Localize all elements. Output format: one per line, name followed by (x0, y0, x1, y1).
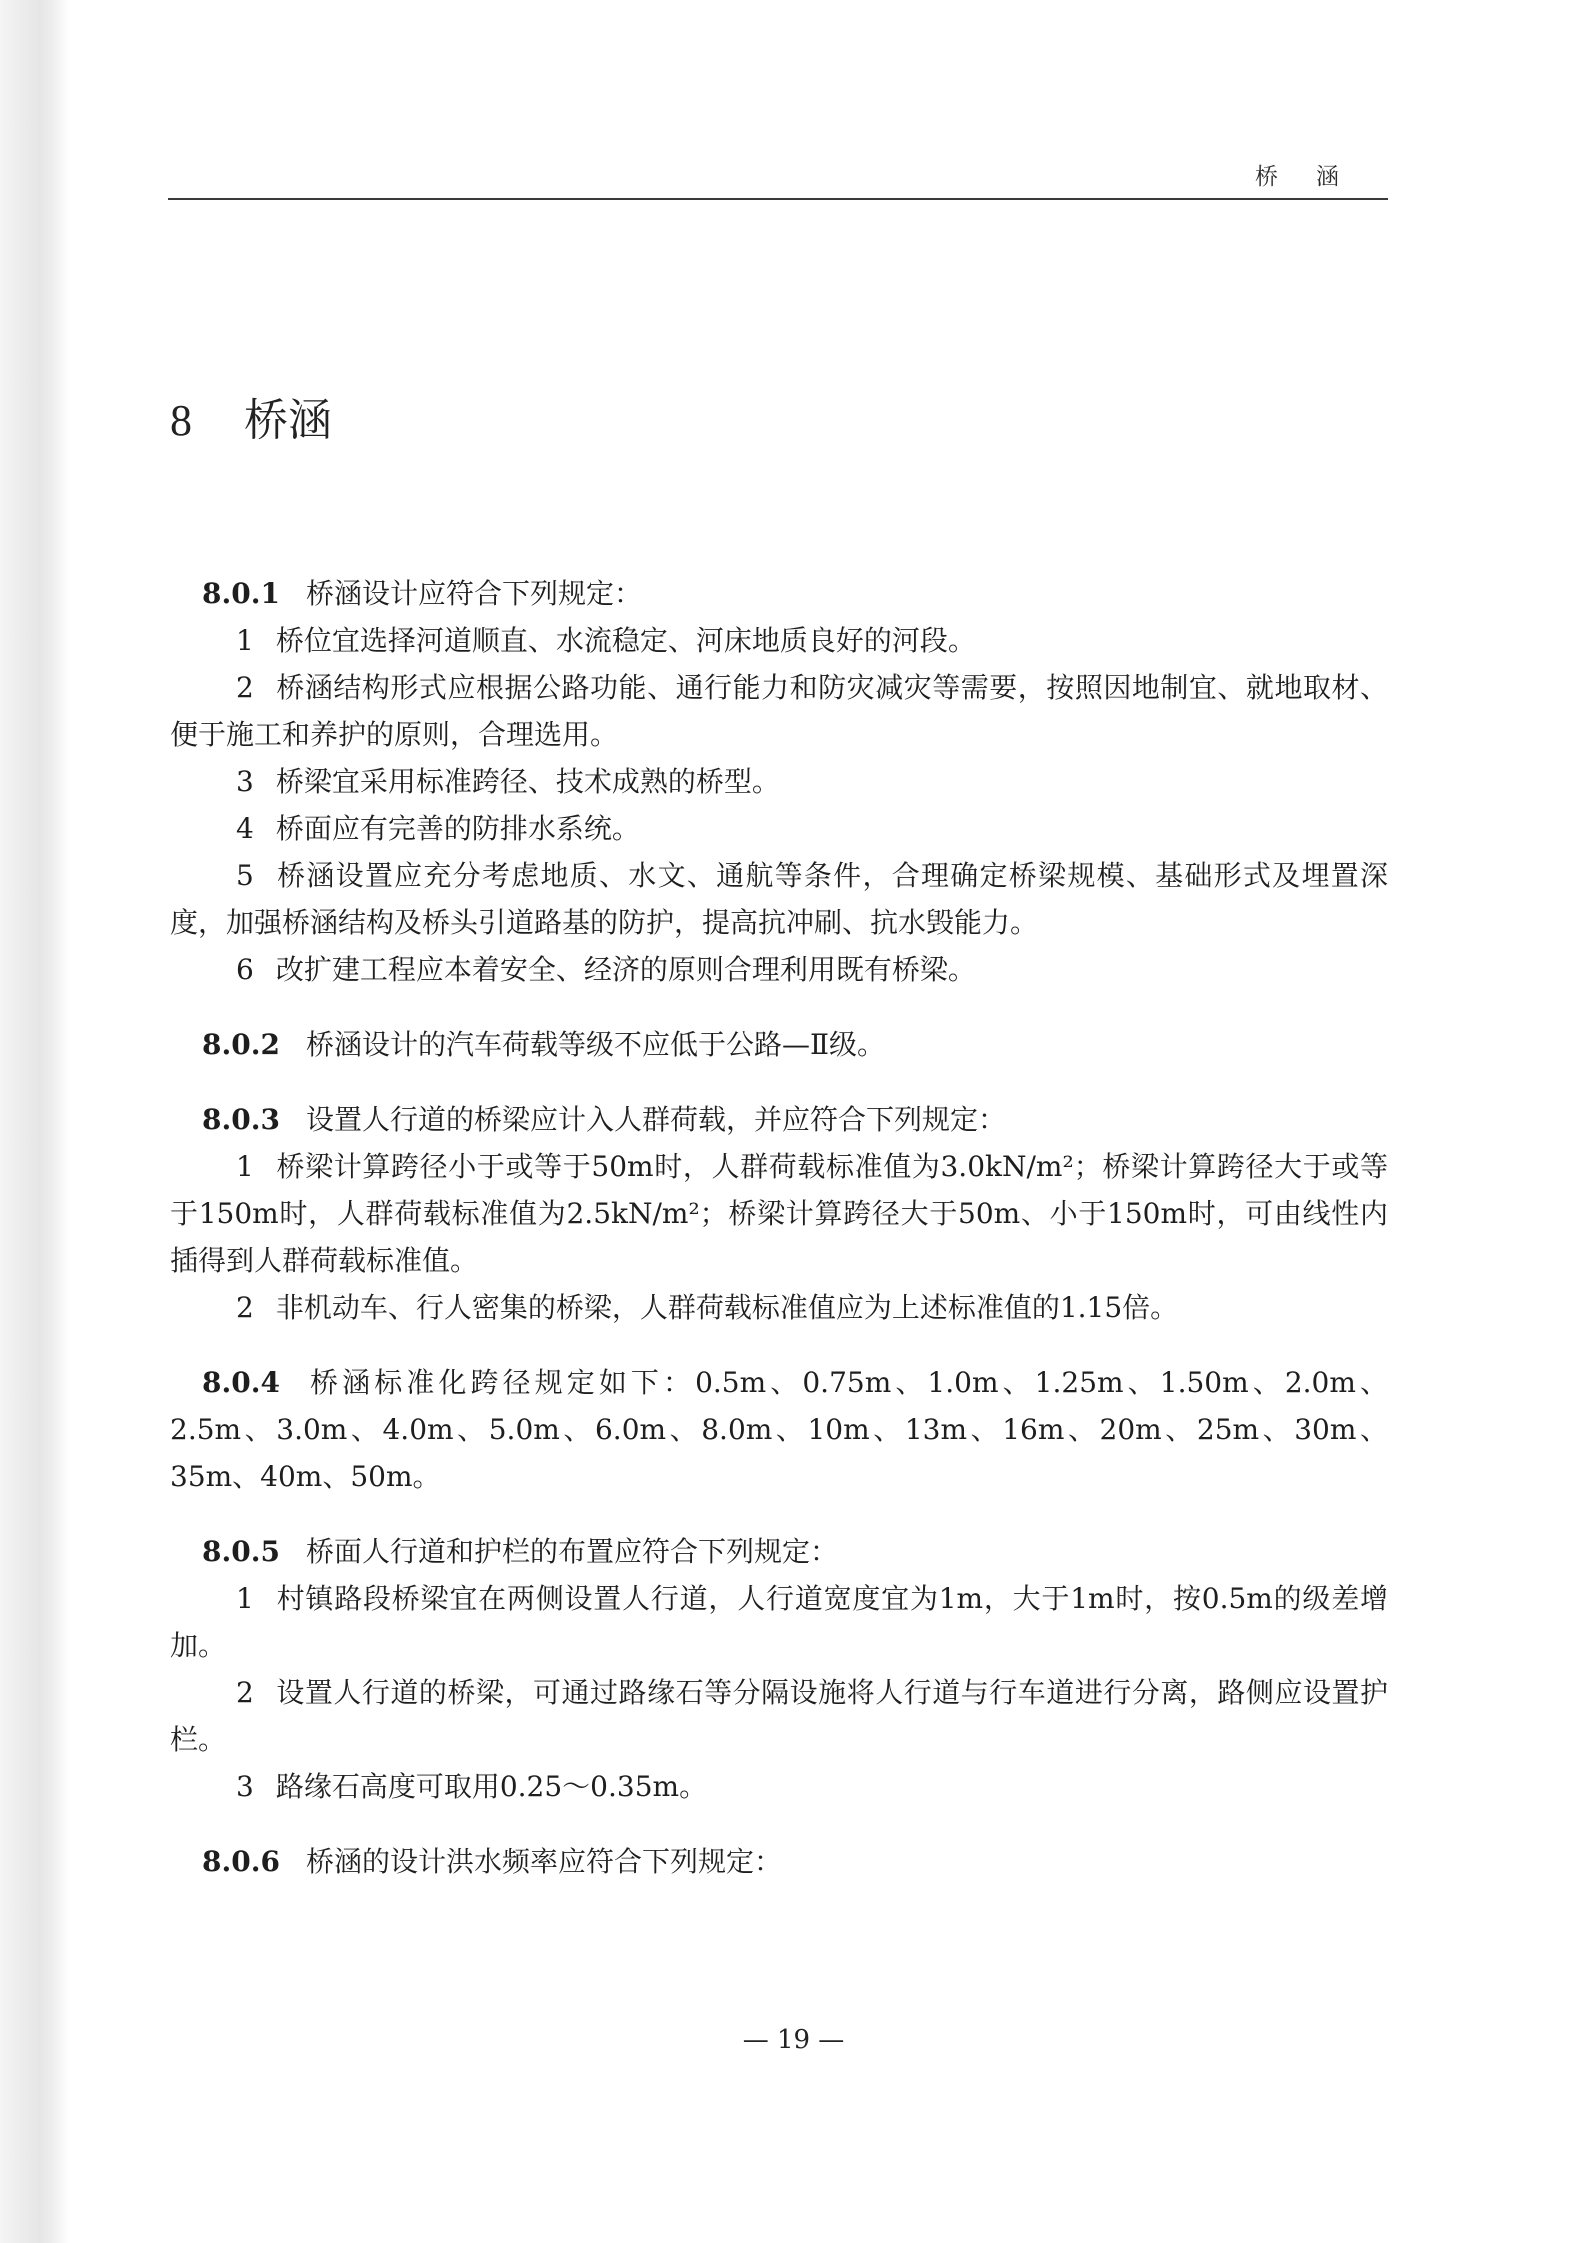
section-8-0-4 (170, 1359, 1388, 1500)
list-item (170, 852, 1388, 946)
running-header: 桥涵 (1255, 164, 1377, 190)
item-number: 2 (236, 1676, 254, 1709)
section-8-0-1 (170, 570, 1388, 993)
item-text: 非机动车、行人密集的桥梁，人群荷载标准值应为上述标准值的1.15倍。 (275, 1291, 1179, 1324)
list-item (170, 1763, 1388, 1810)
section-8-0-6 (170, 1838, 1388, 1885)
section-8-0-5 (170, 1528, 1388, 1810)
header-rule (168, 198, 1388, 200)
chapter-heading (170, 384, 332, 448)
list-item (170, 1669, 1388, 1763)
clause-text: 桥涵设计应符合下列规定： (305, 577, 642, 610)
item-number: 1 (236, 1150, 254, 1183)
item-text: 桥位宜选择河道顺直、水流稳定、河床地质良好的河段。 (275, 624, 976, 657)
clause-text: 桥涵的设计洪水频率应符合下列规定： (305, 1845, 782, 1878)
item-number: 1 (236, 1582, 254, 1615)
item-number: 6 (236, 953, 254, 986)
item-text: 设置人行道的桥梁，可通过路缘石等分隔设施将人行道与行车道进行分离，路侧应设置护栏。 (170, 1676, 1388, 1756)
item-number: 5 (236, 859, 254, 892)
item-number: 2 (236, 1291, 254, 1324)
item-text: 桥梁宜采用标准跨径、技术成熟的桥型。 (275, 765, 780, 798)
clause-text: 桥涵设计的汽车荷载等级不应低于公路—Ⅱ级。 (305, 1028, 885, 1061)
list-item (170, 1575, 1388, 1669)
item-text: 改扩建工程应本着安全、经济的原则合理利用既有桥梁。 (275, 953, 976, 986)
section-8-0-3 (170, 1096, 1388, 1331)
list-item (170, 805, 1388, 852)
list-item (170, 664, 1388, 758)
clause-number: 8.0.5 (202, 1535, 280, 1568)
list-item (170, 1284, 1388, 1331)
item-text: 桥梁计算跨径小于或等于50m时，人群荷载标准值为3.0kN/m²；桥梁计算跨径大于或等于150m时，人群荷载标准值为2.5kN/m²；桥梁计算跨径大于50m、小于150m时，可由线性内插得到人群荷载标准值。 (170, 1150, 1388, 1277)
list-item (170, 758, 1388, 805)
clause-text: 桥面人行道和护栏的布置应符合下列规定： (305, 1535, 838, 1568)
clause-text: 桥涵标准化跨径规定如下：0.5m、0.75m、1.0m、1.25m、1.50m、2.0m、2.5m、3.0m、4.0m、5.0m、6.0m、8.0m、10m、13m、16m、20m、25m、30m、35m、40m、50m。 (170, 1366, 1388, 1493)
clause-number: 8.0.1 (202, 577, 280, 610)
item-text: 村镇路段桥梁宜在两侧设置人行道，人行道宽度宜为1m，大于1m时，按0.5m的级差增加。 (170, 1582, 1388, 1662)
list-item (170, 617, 1388, 664)
list-item (170, 946, 1388, 993)
list-item (170, 1143, 1388, 1284)
scan-edge-shadow (0, 0, 70, 2243)
item-number: 3 (236, 765, 254, 798)
chapter-title: 桥涵 (244, 395, 332, 446)
clause-text: 设置人行道的桥梁应计入人群荷载，并应符合下列规定： (305, 1103, 1006, 1136)
chapter-number: 8 (170, 396, 192, 445)
section-8-0-2 (170, 1021, 1388, 1068)
item-number: 2 (236, 671, 254, 704)
clause-number: 8.0.2 (202, 1028, 280, 1061)
clause-number: 8.0.4 (202, 1366, 280, 1399)
body-content (170, 570, 1388, 1913)
clause-number: 8.0.3 (202, 1103, 280, 1136)
item-text: 桥涵设置应充分考虑地质、水文、通航等条件，合理确定桥梁规模、基础形式及埋置深度，加强桥涵结构及桥头引道路基的防护，提高抗冲刷、抗水毁能力。 (170, 859, 1388, 939)
page-number: — 19 — (742, 2025, 845, 2055)
item-number: 4 (236, 812, 254, 845)
item-text: 桥涵结构形式应根据公路功能、通行能力和防灾减灾等需要，按照因地制宜、就地取材、便于施工和养护的原则，合理选用。 (170, 671, 1388, 751)
item-text: 桥面应有完善的防排水系统。 (275, 812, 640, 845)
item-text: 路缘石高度可取用0.25～0.35m。 (275, 1770, 708, 1803)
item-number: 1 (236, 624, 254, 657)
item-number: 3 (236, 1770, 254, 1803)
clause-number: 8.0.6 (202, 1845, 280, 1878)
